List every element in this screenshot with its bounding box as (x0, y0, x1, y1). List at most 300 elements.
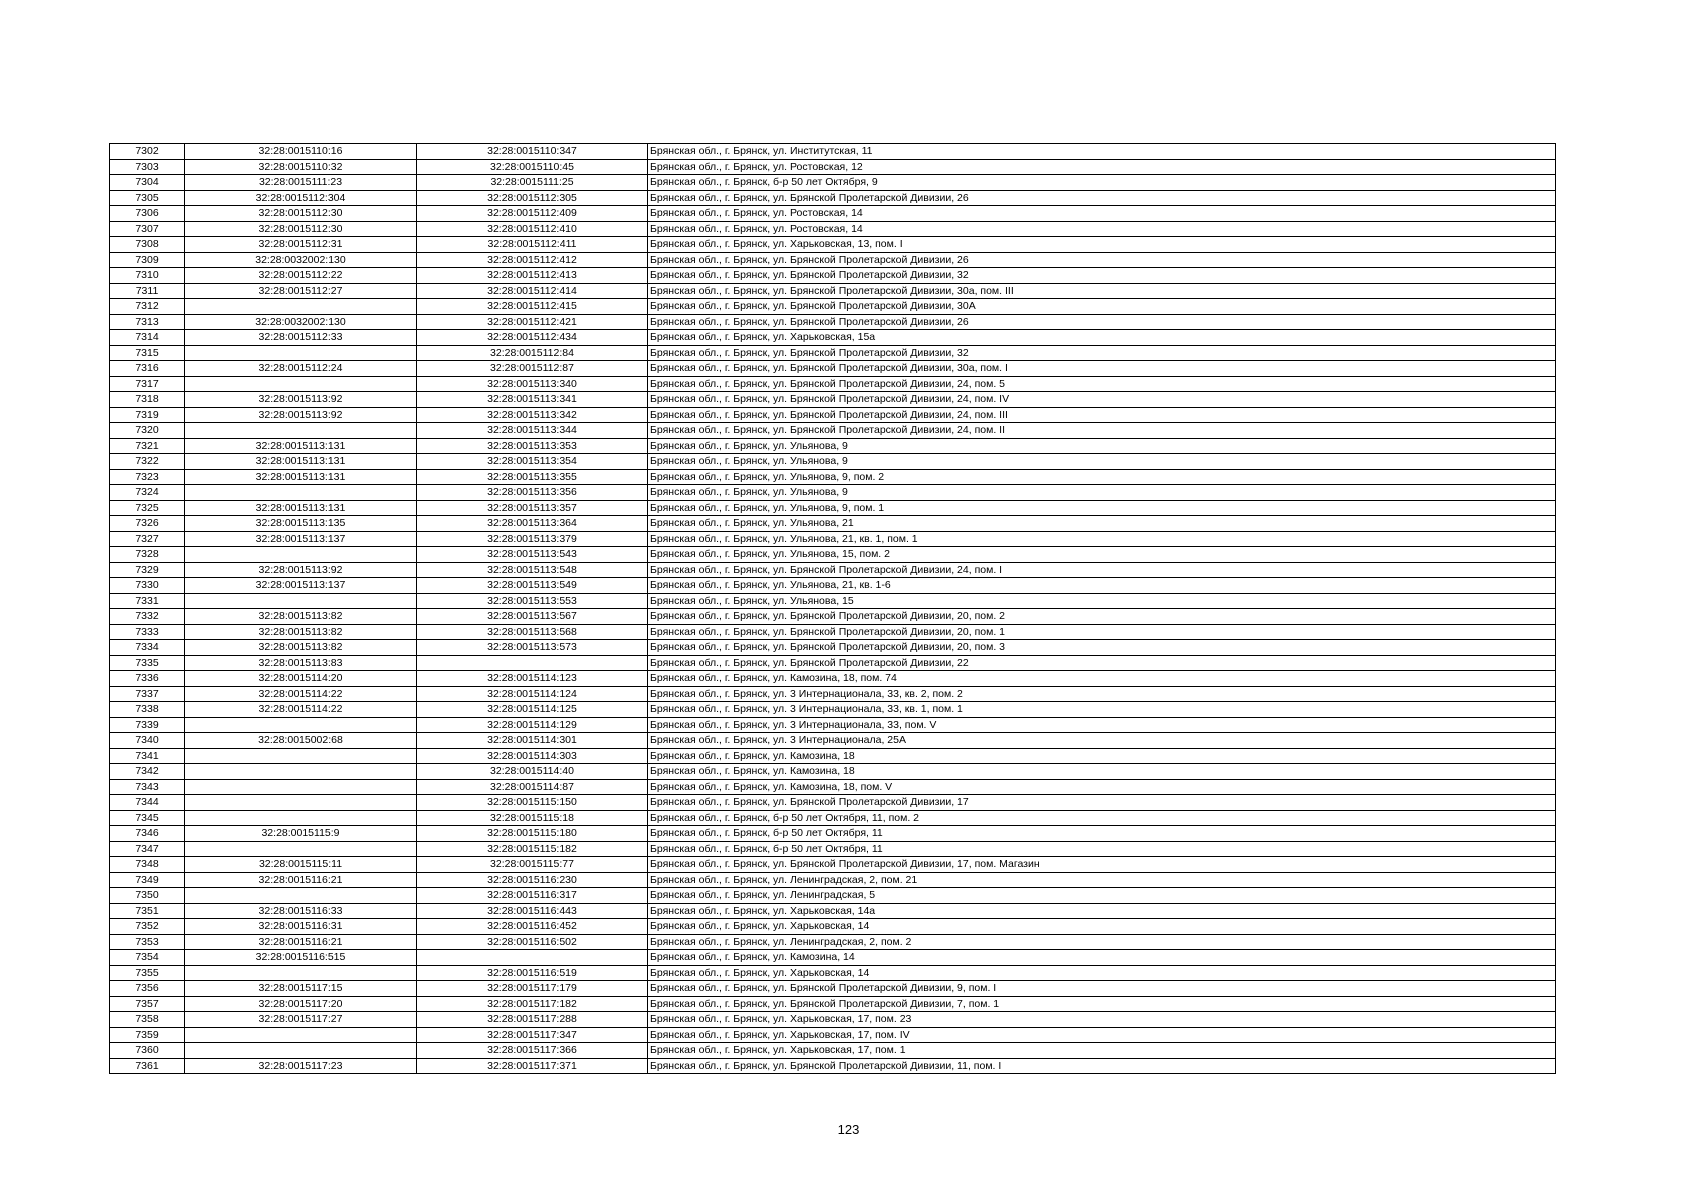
cadastral-number-cell: 32:28:0015114:129 (417, 717, 648, 733)
table-row (110, 593, 1556, 609)
registry-table-body (110, 144, 1556, 1074)
parent-cadastral-number-cell: 32:28:0015114:22 (185, 686, 417, 702)
address-cell: Брянская обл., г. Брянск, ул. Ульянова, 9 (648, 485, 1556, 501)
row-number-cell: 7322 (110, 454, 185, 470)
row-number-cell: 7335 (110, 655, 185, 671)
row-number-cell: 7357 (110, 996, 185, 1012)
cadastral-number-cell: 32:28:0015114:303 (417, 748, 648, 764)
cadastral-number-cell: 32:28:0015115:77 (417, 857, 648, 873)
parent-cadastral-number-cell: 32:28:0015113:92 (185, 392, 417, 408)
parent-cadastral-number-cell: 32:28:0032002:130 (185, 252, 417, 268)
parent-cadastral-number-cell: 32:28:0015002:68 (185, 733, 417, 749)
parent-cadastral-number-cell: 32:28:0015112:31 (185, 237, 417, 253)
cadastral-number-cell: 32:28:0015112:410 (417, 221, 648, 237)
parent-cadastral-number-cell: 32:28:0015113:82 (185, 624, 417, 640)
cadastral-number-cell: 32:28:0015113:354 (417, 454, 648, 470)
parent-cadastral-number-cell: 32:28:0015116:31 (185, 919, 417, 935)
cadastral-number-cell: 32:28:0015113:548 (417, 562, 648, 578)
table-row (110, 283, 1556, 299)
cadastral-number-cell: 32:28:0015115:150 (417, 795, 648, 811)
row-number-cell: 7305 (110, 190, 185, 206)
table-row (110, 733, 1556, 749)
parent-cadastral-number-cell: 32:28:0015110:32 (185, 159, 417, 175)
table-row (110, 609, 1556, 625)
parent-cadastral-number-cell: 32:28:0015110:16 (185, 144, 417, 160)
table-row (110, 423, 1556, 439)
cadastral-number-cell: 32:28:0015110:45 (417, 159, 648, 175)
row-number-cell: 7316 (110, 361, 185, 377)
row-number-cell: 7341 (110, 748, 185, 764)
cadastral-number-cell: 32:28:0015112:409 (417, 206, 648, 222)
row-number-cell: 7310 (110, 268, 185, 284)
cadastral-number-cell: 32:28:0015112:84 (417, 345, 648, 361)
row-number-cell: 7321 (110, 438, 185, 454)
row-number-cell: 7313 (110, 314, 185, 330)
parent-cadastral-number-cell: 32:28:0015112:304 (185, 190, 417, 206)
parent-cadastral-number-cell: 32:28:0032002:130 (185, 314, 417, 330)
row-number-cell: 7318 (110, 392, 185, 408)
address-cell: Брянская обл., г. Брянск, ул. Брянской Пролетарской Дивизии, 20, пом. 1 (648, 624, 1556, 640)
cadastral-number-cell: 32:28:0015113:340 (417, 376, 648, 392)
cadastral-number-cell: 32:28:0015112:87 (417, 361, 648, 377)
row-number-cell: 7308 (110, 237, 185, 253)
address-cell: Брянская обл., г. Брянск, ул. Брянской Пролетарской Дивизии, 20, пом. 2 (648, 609, 1556, 625)
parent-cadastral-number-cell (185, 485, 417, 501)
address-cell: Брянская обл., г. Брянск, ул. Брянской Пролетарской Дивизии, 7, пом. 1 (648, 996, 1556, 1012)
address-cell: Брянская обл., г. Брянск, ул. Харьковская, 14 (648, 965, 1556, 981)
row-number-cell: 7330 (110, 578, 185, 594)
cadastral-number-cell: 32:28:0015112:411 (417, 237, 648, 253)
parent-cadastral-number-cell: 32:28:0015116:33 (185, 903, 417, 919)
address-cell: Брянская обл., г. Брянск, ул. Брянской Пролетарской Дивизии, 30А (648, 299, 1556, 315)
parent-cadastral-number-cell: 32:28:0015116:21 (185, 872, 417, 888)
table-row (110, 950, 1556, 966)
parent-cadastral-number-cell: 32:28:0015112:22 (185, 268, 417, 284)
parent-cadastral-number-cell (185, 965, 417, 981)
parent-cadastral-number-cell (185, 795, 417, 811)
row-number-cell: 7306 (110, 206, 185, 222)
table-row (110, 717, 1556, 733)
address-cell: Брянская обл., г. Брянск, б-р 50 лет Октября, 9 (648, 175, 1556, 191)
cadastral-number-cell: 32:28:0015113:353 (417, 438, 648, 454)
cadastral-number-cell: 32:28:0015113:341 (417, 392, 648, 408)
address-cell: Брянская обл., г. Брянск, ул. Харьковская, 17, пом. 1 (648, 1043, 1556, 1059)
row-number-cell: 7309 (110, 252, 185, 268)
address-cell: Брянская обл., г. Брянск, ул. Ульянова, 15 (648, 593, 1556, 609)
row-number-cell: 7337 (110, 686, 185, 702)
row-number-cell: 7307 (110, 221, 185, 237)
cadastral-number-cell: 32:28:0015116:317 (417, 888, 648, 904)
row-number-cell: 7345 (110, 810, 185, 826)
address-cell: Брянская обл., г. Брянск, ул. Брянской Пролетарской Дивизии, 30а, пом. I (648, 361, 1556, 377)
row-number-cell: 7314 (110, 330, 185, 346)
table-row (110, 857, 1556, 873)
row-number-cell: 7342 (110, 764, 185, 780)
row-number-cell: 7352 (110, 919, 185, 935)
address-cell: Брянская обл., г. Брянск, ул. Брянской Пролетарской Дивизии, 11, пом. I (648, 1058, 1556, 1074)
parent-cadastral-number-cell: 32:28:0015116:515 (185, 950, 417, 966)
parent-cadastral-number-cell: 32:28:0015117:15 (185, 981, 417, 997)
parent-cadastral-number-cell: 32:28:0015113:137 (185, 531, 417, 547)
row-number-cell: 7317 (110, 376, 185, 392)
row-number-cell: 7339 (110, 717, 185, 733)
cadastral-number-cell: 32:28:0015113:342 (417, 407, 648, 423)
table-row (110, 407, 1556, 423)
table-row (110, 175, 1556, 191)
row-number-cell: 7304 (110, 175, 185, 191)
address-cell: Брянская обл., г. Брянск, ул. Ульянова, 15, пом. 2 (648, 547, 1556, 563)
row-number-cell: 7327 (110, 531, 185, 547)
cadastral-number-cell: 32:28:0015113:543 (417, 547, 648, 563)
parent-cadastral-number-cell (185, 748, 417, 764)
row-number-cell: 7334 (110, 640, 185, 656)
cadastral-number-cell: 32:28:0015110:347 (417, 144, 648, 160)
cadastral-number-cell: 32:28:0015113:567 (417, 609, 648, 625)
parent-cadastral-number-cell: 32:28:0015113:131 (185, 438, 417, 454)
cadastral-number-cell: 32:28:0015113:568 (417, 624, 648, 640)
table-row (110, 640, 1556, 656)
cadastral-number-cell: 32:28:0015113:356 (417, 485, 648, 501)
table-row (110, 516, 1556, 532)
parent-cadastral-number-cell: 32:28:0015112:30 (185, 206, 417, 222)
cadastral-number-cell: 32:28:0015112:415 (417, 299, 648, 315)
parent-cadastral-number-cell: 32:28:0015113:82 (185, 609, 417, 625)
address-cell: Брянская обл., г. Брянск, ул. Брянской Пролетарской Дивизии, 9, пом. I (648, 981, 1556, 997)
cadastral-number-cell: 32:28:0015114:124 (417, 686, 648, 702)
row-number-cell: 7320 (110, 423, 185, 439)
cadastral-number-cell: 32:28:0015114:125 (417, 702, 648, 718)
table-row (110, 795, 1556, 811)
parent-cadastral-number-cell: 32:28:0015112:27 (185, 283, 417, 299)
address-cell: Брянская обл., г. Брянск, ул. Ленинградская, 2, пом. 21 (648, 872, 1556, 888)
table-row (110, 392, 1556, 408)
cadastral-number-cell: 32:28:0015115:182 (417, 841, 648, 857)
table-row (110, 345, 1556, 361)
table-row (110, 826, 1556, 842)
parent-cadastral-number-cell: 32:28:0015113:137 (185, 578, 417, 594)
row-number-cell: 7356 (110, 981, 185, 997)
table-row (110, 330, 1556, 346)
cadastral-number-cell: 32:28:0015113:344 (417, 423, 648, 439)
parent-cadastral-number-cell (185, 1043, 417, 1059)
cadastral-number-cell: 32:28:0015111:25 (417, 175, 648, 191)
address-cell: Брянская обл., г. Брянск, ул. Брянской Пролетарской Дивизии, 32 (648, 268, 1556, 284)
address-cell: Брянская обл., г. Брянск, ул. 3 Интернационала, 25А (648, 733, 1556, 749)
row-number-cell: 7329 (110, 562, 185, 578)
parent-cadastral-number-cell (185, 888, 417, 904)
parent-cadastral-number-cell (185, 299, 417, 315)
row-number-cell: 7323 (110, 469, 185, 485)
table-row (110, 919, 1556, 935)
parent-cadastral-number-cell: 32:28:0015115:11 (185, 857, 417, 873)
row-number-cell: 7353 (110, 934, 185, 950)
table-row (110, 314, 1556, 330)
row-number-cell: 7328 (110, 547, 185, 563)
row-number-cell: 7312 (110, 299, 185, 315)
row-number-cell: 7346 (110, 826, 185, 842)
parent-cadastral-number-cell: 32:28:0015113:82 (185, 640, 417, 656)
cadastral-number-cell: 32:28:0015116:230 (417, 872, 648, 888)
table-row (110, 500, 1556, 516)
row-number-cell: 7359 (110, 1027, 185, 1043)
table-row (110, 903, 1556, 919)
address-cell: Брянская обл., г. Брянск, ул. Ульянова, 21, кв. 1-6 (648, 578, 1556, 594)
table-row (110, 485, 1556, 501)
cadastral-number-cell: 32:28:0015113:357 (417, 500, 648, 516)
cadastral-number-cell: 32:28:0015117:179 (417, 981, 648, 997)
row-number-cell: 7302 (110, 144, 185, 160)
table-row (110, 469, 1556, 485)
parent-cadastral-number-cell (185, 1027, 417, 1043)
cadastral-number-cell: 32:28:0015113:553 (417, 593, 648, 609)
address-cell: Брянская обл., г. Брянск, ул. Харьковская, 13, пом. I (648, 237, 1556, 253)
table-row (110, 934, 1556, 950)
table-row (110, 578, 1556, 594)
address-cell: Брянская обл., г. Брянск, ул. Брянской Пролетарской Дивизии, 22 (648, 655, 1556, 671)
cadastral-number-cell: 32:28:0015116:443 (417, 903, 648, 919)
row-number-cell: 7355 (110, 965, 185, 981)
table-row (110, 1058, 1556, 1074)
address-cell: Брянская обл., г. Брянск, ул. Ульянова, 21, кв. 1, пом. 1 (648, 531, 1556, 547)
row-number-cell: 7350 (110, 888, 185, 904)
address-cell: Брянская обл., г. Брянск, б-р 50 лет Октября, 11 (648, 841, 1556, 857)
table-row (110, 888, 1556, 904)
table-row (110, 206, 1556, 222)
cadastral-number-cell: 32:28:0015112:305 (417, 190, 648, 206)
table-row (110, 965, 1556, 981)
cadastral-number-cell: 32:28:0015115:18 (417, 810, 648, 826)
row-number-cell: 7351 (110, 903, 185, 919)
address-cell: Брянская обл., г. Брянск, ул. Брянской Пролетарской Дивизии, 24, пом. II (648, 423, 1556, 439)
address-cell: Брянская обл., г. Брянск, ул. Брянской Пролетарской Дивизии, 26 (648, 252, 1556, 268)
cadastral-number-cell: 32:28:0015112:413 (417, 268, 648, 284)
table-row (110, 547, 1556, 563)
table-row (110, 159, 1556, 175)
table-row (110, 531, 1556, 547)
row-number-cell: 7360 (110, 1043, 185, 1059)
parent-cadastral-number-cell: 32:28:0015114:22 (185, 702, 417, 718)
table-row (110, 779, 1556, 795)
cadastral-number-cell: 32:28:0015114:87 (417, 779, 648, 795)
parent-cadastral-number-cell: 32:28:0015113:131 (185, 469, 417, 485)
row-number-cell: 7333 (110, 624, 185, 640)
parent-cadastral-number-cell (185, 547, 417, 563)
row-number-cell: 7344 (110, 795, 185, 811)
cadastral-number-cell: 32:28:0015117:366 (417, 1043, 648, 1059)
cadastral-number-cell: 32:28:0015112:414 (417, 283, 648, 299)
table-row (110, 361, 1556, 377)
table-row (110, 655, 1556, 671)
table-row (110, 268, 1556, 284)
row-number-cell: 7347 (110, 841, 185, 857)
address-cell: Брянская обл., г. Брянск, ул. Камозина, 18, пом. V (648, 779, 1556, 795)
address-cell: Брянская обл., г. Брянск, ул. Ульянова, 9 (648, 438, 1556, 454)
row-number-cell: 7340 (110, 733, 185, 749)
cadastral-number-cell: 32:28:0015115:180 (417, 826, 648, 842)
address-cell: Брянская обл., г. Брянск, ул. Харьковская, 15а (648, 330, 1556, 346)
address-cell: Брянская обл., г. Брянск, ул. Харьковская, 14а (648, 903, 1556, 919)
address-cell: Брянская обл., г. Брянск, ул. Брянской Пролетарской Дивизии, 24, пом. III (648, 407, 1556, 423)
table-row (110, 252, 1556, 268)
address-cell: Брянская обл., г. Брянск, ул. Ульянова, 21 (648, 516, 1556, 532)
row-number-cell: 7361 (110, 1058, 185, 1074)
cadastral-number-cell: 32:28:0015114:40 (417, 764, 648, 780)
address-cell: Брянская обл., г. Брянск, ул. Харьковская, 17, пом. IV (648, 1027, 1556, 1043)
parent-cadastral-number-cell (185, 593, 417, 609)
table-row (110, 686, 1556, 702)
parent-cadastral-number-cell: 32:28:0015112:33 (185, 330, 417, 346)
row-number-cell: 7338 (110, 702, 185, 718)
address-cell: Брянская обл., г. Брянск, ул. 3 Интернационала, 33, кв. 1, пом. 1 (648, 702, 1556, 718)
table-row (110, 438, 1556, 454)
cadastral-number-cell: 32:28:0015116:502 (417, 934, 648, 950)
parent-cadastral-number-cell: 32:28:0015111:23 (185, 175, 417, 191)
address-cell: Брянская обл., г. Брянск, ул. Ленинградская, 5 (648, 888, 1556, 904)
row-number-cell: 7326 (110, 516, 185, 532)
parent-cadastral-number-cell: 32:28:0015113:83 (185, 655, 417, 671)
registry-table (109, 143, 1556, 1074)
parent-cadastral-number-cell (185, 764, 417, 780)
parent-cadastral-number-cell (185, 841, 417, 857)
address-cell: Брянская обл., г. Брянск, ул. Ростовская, 14 (648, 221, 1556, 237)
table-row (110, 299, 1556, 315)
cadastral-number-cell: 32:28:0015117:182 (417, 996, 648, 1012)
address-cell: Брянская обл., г. Брянск, ул. Камозина, 18, пом. 74 (648, 671, 1556, 687)
address-cell: Брянская обл., г. Брянск, ул. Брянской Пролетарской Дивизии, 24, пом. 5 (648, 376, 1556, 392)
table-row (110, 702, 1556, 718)
table-row (110, 376, 1556, 392)
address-cell: Брянская обл., г. Брянск, ул. Камозина, 18 (648, 748, 1556, 764)
page-number: 123 (837, 1122, 860, 1137)
address-cell: Брянская обл., г. Брянск, ул. Брянской Пролетарской Дивизии, 24, пом. I (648, 562, 1556, 578)
address-cell: Брянская обл., г. Брянск, ул. Ростовская, 14 (648, 206, 1556, 222)
cadastral-number-cell (417, 655, 648, 671)
address-cell: Брянская обл., г. Брянск, ул. Институтская, 11 (648, 144, 1556, 160)
address-cell: Брянская обл., г. Брянск, ул. Брянской Пролетарской Дивизии, 17, пом. Магазин (648, 857, 1556, 873)
cadastral-number-cell: 32:28:0015114:301 (417, 733, 648, 749)
row-number-cell: 7354 (110, 950, 185, 966)
address-cell: Брянская обл., г. Брянск, ул. Ростовская, 12 (648, 159, 1556, 175)
address-cell: Брянская обл., г. Брянск, ул. Брянской Пролетарской Дивизии, 24, пом. IV (648, 392, 1556, 408)
table-row (110, 810, 1556, 826)
parent-cadastral-number-cell: 32:28:0015113:92 (185, 407, 417, 423)
row-number-cell: 7348 (110, 857, 185, 873)
address-cell: Брянская обл., г. Брянск, ул. Ульянова, 9, пом. 1 (648, 500, 1556, 516)
cadastral-number-cell: 32:28:0015112:434 (417, 330, 648, 346)
cadastral-number-cell: 32:28:0015113:379 (417, 531, 648, 547)
row-number-cell: 7331 (110, 593, 185, 609)
address-cell: Брянская обл., г. Брянск, ул. Брянской Пролетарской Дивизии, 26 (648, 314, 1556, 330)
parent-cadastral-number-cell (185, 345, 417, 361)
cadastral-number-cell: 32:28:0015113:573 (417, 640, 648, 656)
address-cell: Брянская обл., г. Брянск, ул. Брянской Пролетарской Дивизии, 30а, пом. III (648, 283, 1556, 299)
table-row (110, 454, 1556, 470)
table-row (110, 562, 1556, 578)
table-row (110, 872, 1556, 888)
address-cell: Брянская обл., г. Брянск, ул. Ульянова, 9 (648, 454, 1556, 470)
table-row (110, 221, 1556, 237)
parent-cadastral-number-cell (185, 779, 417, 795)
row-number-cell: 7311 (110, 283, 185, 299)
parent-cadastral-number-cell: 32:28:0015114:20 (185, 671, 417, 687)
row-number-cell: 7349 (110, 872, 185, 888)
parent-cadastral-number-cell: 32:28:0015117:20 (185, 996, 417, 1012)
table-row (110, 1027, 1556, 1043)
cadastral-number-cell: 32:28:0015117:288 (417, 1012, 648, 1028)
cadastral-number-cell: 32:28:0015113:364 (417, 516, 648, 532)
table-row (110, 996, 1556, 1012)
address-cell: Брянская обл., г. Брянск, б-р 50 лет Октября, 11 (648, 826, 1556, 842)
address-cell: Брянская обл., г. Брянск, ул. Камозина, 14 (648, 950, 1556, 966)
address-cell: Брянская обл., г. Брянск, ул. 3 Интернационала, 33, пом. V (648, 717, 1556, 733)
address-cell: Брянская обл., г. Брянск, ул. Брянской Пролетарской Дивизии, 20, пом. 3 (648, 640, 1556, 656)
table-row (110, 1043, 1556, 1059)
address-cell: Брянская обл., г. Брянск, ул. Харьковская, 17, пом. 23 (648, 1012, 1556, 1028)
address-cell: Брянская обл., г. Брянск, б-р 50 лет Октября, 11, пом. 2 (648, 810, 1556, 826)
parent-cadastral-number-cell: 32:28:0015117:27 (185, 1012, 417, 1028)
row-number-cell: 7343 (110, 779, 185, 795)
parent-cadastral-number-cell (185, 717, 417, 733)
table-row (110, 1012, 1556, 1028)
address-cell: Брянская обл., г. Брянск, ул. Брянской Пролетарской Дивизии, 17 (648, 795, 1556, 811)
table-row (110, 144, 1556, 160)
cadastral-number-cell: 32:28:0015113:355 (417, 469, 648, 485)
row-number-cell: 7319 (110, 407, 185, 423)
cadastral-number-cell: 32:28:0015112:412 (417, 252, 648, 268)
cadastral-number-cell: 32:28:0015117:371 (417, 1058, 648, 1074)
parent-cadastral-number-cell: 32:28:0015115:9 (185, 826, 417, 842)
cadastral-number-cell: 32:28:0015116:452 (417, 919, 648, 935)
row-number-cell: 7336 (110, 671, 185, 687)
address-cell: Брянская обл., г. Брянск, ул. Харьковская, 14 (648, 919, 1556, 935)
cadastral-number-cell (417, 950, 648, 966)
cadastral-number-cell: 32:28:0015114:123 (417, 671, 648, 687)
address-cell: Брянская обл., г. Брянск, ул. Ульянова, 9, пом. 2 (648, 469, 1556, 485)
parent-cadastral-number-cell: 32:28:0015113:135 (185, 516, 417, 532)
row-number-cell: 7325 (110, 500, 185, 516)
parent-cadastral-number-cell (185, 423, 417, 439)
table-row (110, 748, 1556, 764)
address-cell: Брянская обл., г. Брянск, ул. Брянской Пролетарской Дивизии, 32 (648, 345, 1556, 361)
row-number-cell: 7332 (110, 609, 185, 625)
parent-cadastral-number-cell: 32:28:0015113:131 (185, 500, 417, 516)
parent-cadastral-number-cell: 32:28:0015113:92 (185, 562, 417, 578)
parent-cadastral-number-cell: 32:28:0015113:131 (185, 454, 417, 470)
parent-cadastral-number-cell: 32:28:0015117:23 (185, 1058, 417, 1074)
table-row (110, 764, 1556, 780)
cadastral-number-cell: 32:28:0015117:347 (417, 1027, 648, 1043)
cadastral-number-cell: 32:28:0015116:519 (417, 965, 648, 981)
parent-cadastral-number-cell: 32:28:0015112:30 (185, 221, 417, 237)
cadastral-number-cell: 32:28:0015112:421 (417, 314, 648, 330)
address-cell: Брянская обл., г. Брянск, ул. Камозина, 18 (648, 764, 1556, 780)
row-number-cell: 7358 (110, 1012, 185, 1028)
row-number-cell: 7324 (110, 485, 185, 501)
table-row (110, 237, 1556, 253)
table-row (110, 671, 1556, 687)
row-number-cell: 7315 (110, 345, 185, 361)
address-cell: Брянская обл., г. Брянск, ул. Брянской Пролетарской Дивизии, 26 (648, 190, 1556, 206)
parent-cadastral-number-cell (185, 810, 417, 826)
address-cell: Брянская обл., г. Брянск, ул. Ленинградская, 2, пом. 2 (648, 934, 1556, 950)
parent-cadastral-number-cell (185, 376, 417, 392)
cadastral-number-cell: 32:28:0015113:549 (417, 578, 648, 594)
table-row (110, 841, 1556, 857)
table-row (110, 624, 1556, 640)
table-row (110, 981, 1556, 997)
table-row (110, 190, 1556, 206)
row-number-cell: 7303 (110, 159, 185, 175)
